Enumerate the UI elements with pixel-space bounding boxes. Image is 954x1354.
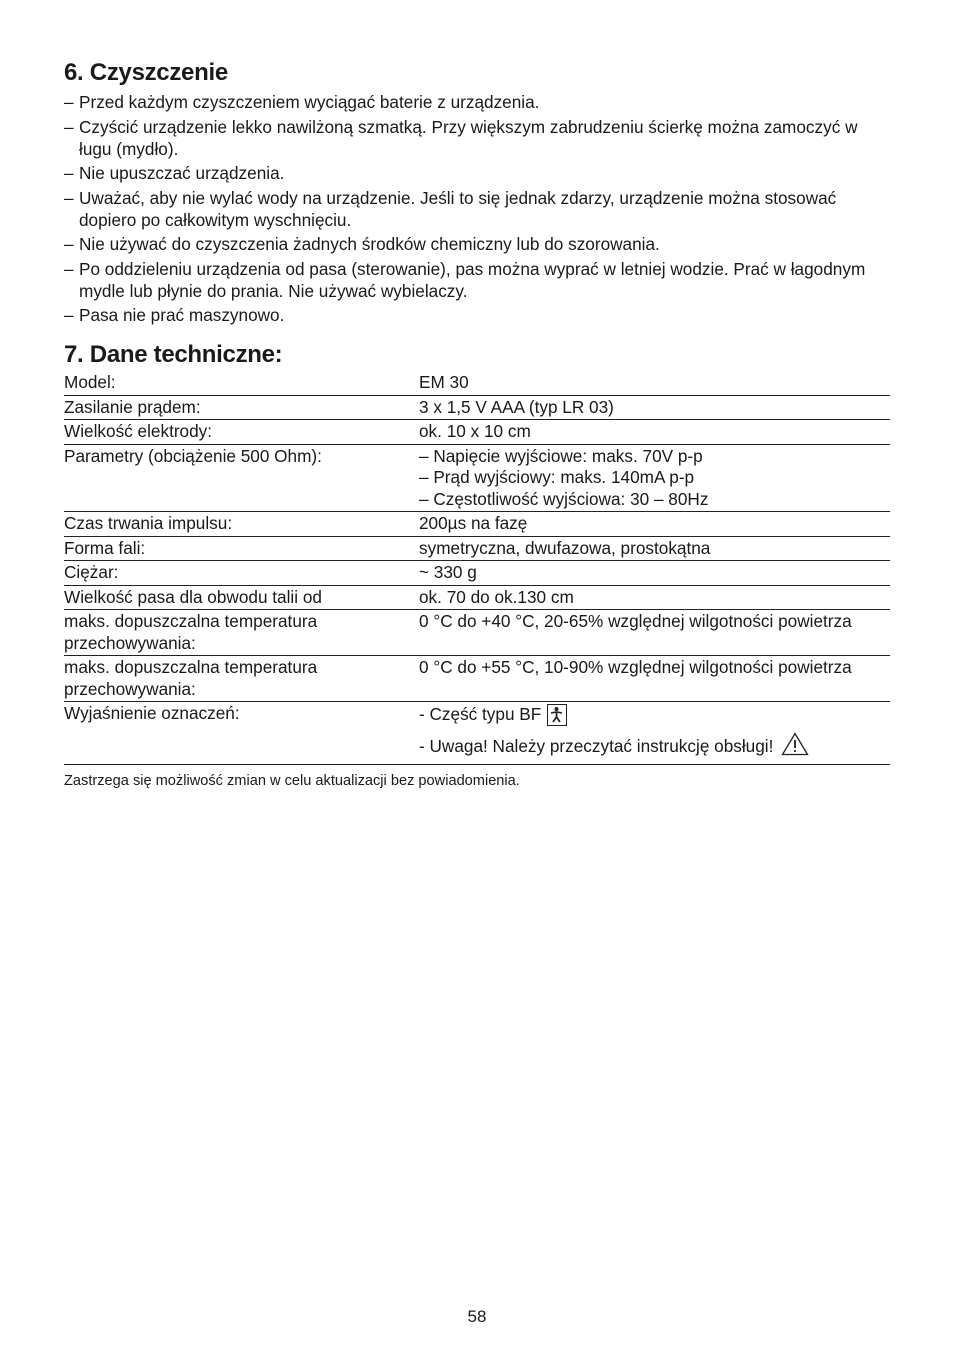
bullet-dash: – <box>64 305 74 325</box>
spec-value-line: 200µs na fazę <box>419 513 528 533</box>
table-row <box>64 420 890 445</box>
spec-value <box>419 512 890 537</box>
warning-triangle-icon <box>781 732 809 762</box>
spec-value <box>419 561 890 586</box>
bullet-dash: – <box>64 163 74 183</box>
table-row <box>64 371 890 395</box>
table-row <box>64 512 890 537</box>
list-item <box>64 304 890 326</box>
list-item <box>64 162 890 184</box>
list-item <box>64 116 890 160</box>
table-row <box>64 395 890 420</box>
spec-key: Parametry (obciążenie 500 Ohm): <box>64 444 419 512</box>
disclaimer-note: Zastrzega się możliwość zmian w celu aktualizacji bez powiadomienia. <box>64 772 520 789</box>
spec-value <box>419 444 890 512</box>
spec-value-line: EM 30 <box>419 372 469 392</box>
spec-value <box>419 420 890 445</box>
bullet-dash: – <box>64 187 74 208</box>
spec-key: Wielkość pasa dla obwodu talii od <box>64 585 419 610</box>
spec-key: Zasilanie prądem: <box>64 395 419 420</box>
spec-value-line: ok. 10 x 10 cm <box>419 421 531 441</box>
spec-value-line: ~ 330 g <box>419 562 477 582</box>
spec-value-line: 0 °C do +55 °C, 10-90% względnej wilgotności powietrza <box>419 657 852 677</box>
spec-value-line: – Częstotliwość wyjściowa: 30 – 80Hz <box>419 488 709 509</box>
spec-value-line: 0 °C do +40 °C, 20-65% względnej wilgotności powietrza <box>419 611 852 631</box>
table-row <box>64 656 890 702</box>
spec-key: maks. dopuszczalna temperatura przechowywania: <box>64 656 419 702</box>
section-7-title: 7. Dane techniczne: <box>64 341 283 368</box>
spec-key: Forma fali: <box>64 536 419 561</box>
bullet-dash: – <box>64 92 74 112</box>
technical-data-table <box>64 371 890 765</box>
bullet-dash: – <box>64 258 74 279</box>
list-item <box>64 233 890 255</box>
document-page <box>64 58 890 790</box>
bullet-dash: – <box>64 116 74 137</box>
table-row <box>64 561 890 586</box>
spec-value <box>419 656 890 702</box>
spec-value-line: – Prąd wyjściowy: maks. 140mA p-p <box>419 467 695 487</box>
spec-key: Ciężar: <box>64 561 419 586</box>
table-row <box>64 610 890 656</box>
bullet-text: Nie upuszczać urządzenia. <box>79 163 285 183</box>
table-row-symbols <box>64 702 890 765</box>
spec-key: maks. dopuszczalna temperatura przechowywania: <box>64 610 419 656</box>
bullet-text: Czyścić urządzenie lekko nawilżoną szmatką. Przy większym zabrudzeniu ścierkę można zamoczyć w ługu (mydło). <box>79 116 858 159</box>
bullet-text: Pasa nie prać maszynowo. <box>79 305 285 325</box>
spec-value-line: 3 x 1,5 V AAA (typ LR 03) <box>419 396 614 417</box>
spec-value <box>419 536 890 561</box>
spec-key: Wielkość elektrody: <box>64 420 419 445</box>
spec-key: Model: <box>64 371 419 395</box>
spec-value <box>419 395 890 420</box>
bullet-dash: – <box>64 234 74 254</box>
spec-value-line: ok. 70 do ok.130 cm <box>419 586 574 607</box>
bf-applied-part-icon <box>547 704 567 726</box>
bullet-text: Po oddzieleniu urządzenia od pasa (sterowanie), pas można wyprać w letniej wodzie. Prać w łagodnym mydle lub płynie do prania. Nie używać wybielaczy. <box>79 258 866 301</box>
cleaning-instructions-list <box>64 91 890 326</box>
bullet-text: Uważać, aby nie wylać wody na urządzenie. Jeśli to się jednak zdarzy, urządzenie można stosować dopiero po całkowitym wyschnięciu. <box>79 187 837 230</box>
list-item <box>64 187 890 231</box>
table-row <box>64 585 890 610</box>
section-6-title: 6. Czyszczenie <box>64 59 228 86</box>
list-item <box>64 91 890 113</box>
list-item <box>64 258 890 302</box>
spec-value-line: symetryczna, dwufazowa, prostokątna <box>419 537 711 558</box>
spec-value <box>419 702 890 765</box>
page-number: 58 <box>467 1307 487 1326</box>
bullet-text: Nie używać do czyszczenia żadnych środków chemiczny lub do szorowania. <box>79 234 660 254</box>
spec-value <box>419 371 890 395</box>
table-row <box>64 536 890 561</box>
spec-key: Czas trwania impulsu: <box>64 512 419 537</box>
warning-label: - Uwaga! Należy przeczytać instrukcję obsługi! <box>419 736 774 756</box>
spec-key: Wyjaśnienie oznaczeń: <box>64 702 419 765</box>
spec-value-line: – Napięcie wyjściowe: maks. 70V p-p <box>419 445 703 466</box>
bf-label: - Część typu BF <box>419 704 542 725</box>
table-row <box>64 444 890 512</box>
bullet-text: Przed każdym czyszczeniem wyciągać baterie z urządzenia. <box>79 92 540 112</box>
spec-value <box>419 610 890 656</box>
spec-value <box>419 585 890 610</box>
